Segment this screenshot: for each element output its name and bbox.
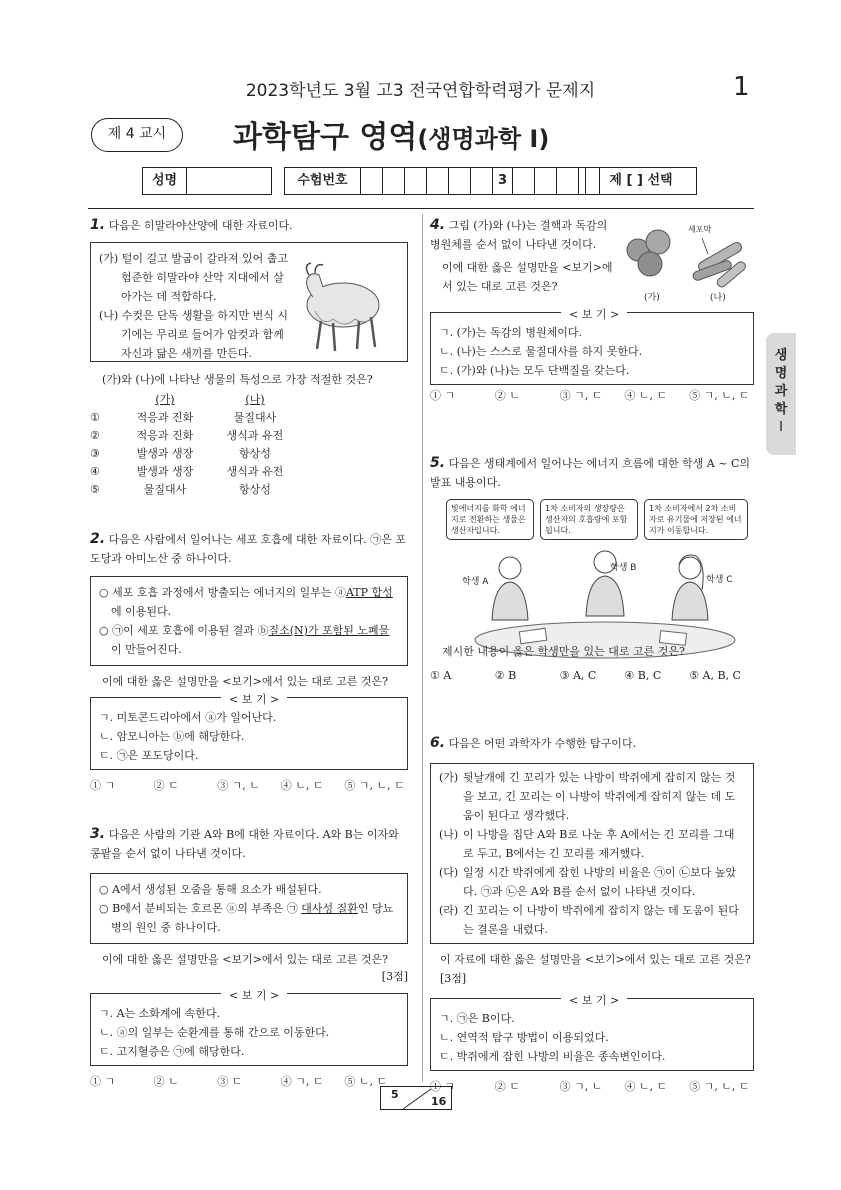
speech-bubble-c: 1차 소비자에서 2차 소비자로 유기물에 저장된 에너지가 이동합니다. [644,499,748,540]
choice-4[interactable]: ④ ㄱ, ㄷ [280,1075,324,1088]
inquiry-step: (라) 긴 꼬리는 이 나방이 박쥐에게 잡히지 않는 데 도움이 된다는 결론을 내렸다. [439,904,739,936]
speech-bubble-a: 빛에너지를 화학 에너지로 전환하는 생물은 생산자입니다. [446,499,534,540]
choice-3[interactable]: ③ ㄱ, ㄴ [217,779,260,792]
bogi-item: ㄴ. ⓐ의 일부는 순환계를 통해 간으로 이동한다. [99,1026,330,1039]
question-1 [90,216,408,499]
figure-label-ga: (가) [644,293,660,303]
bogi-item: ㄱ. (가)는 독감의 병원체이다. [439,326,582,339]
box-item-2: ○ ㉠이 세포 호흡에 이용된 결과 ⓑ질소(N)가 포함된 노폐물이 만들어진다. [99,624,390,656]
bogi-item: ㄱ. A는 소화계에 속한다. [99,1007,221,1020]
choice-3[interactable]: ③ ㄱ, ㄴ [559,1080,603,1093]
choice-5[interactable]: ⑤ ㄱ, ㄴ, ㄷ [689,1080,750,1093]
side-tab-char: 생 [774,348,788,363]
bogi-item: ㄴ. 암모니아는 ⓑ에 해당한다. [99,730,245,743]
inquiry-step: (나) 이 나방을 집단 A와 B로 나눈 후 A에서는 긴 꼬리를 그대로 두고, B에서는 긴 꼬리를 제거했다. [439,828,735,860]
bogi-label: < 보 기 > [561,305,627,324]
page-counter [380,1086,452,1110]
side-tab-char: 학 [774,402,788,417]
choice-5[interactable]: ⑤ ㄱ, ㄴ, ㄷ [689,389,750,402]
cell-membrane-label: 세포막 [688,225,712,234]
bogi-box [430,994,754,1071]
question-number: 3. [90,826,106,842]
name-row [142,167,272,195]
answer-choices [430,1077,754,1096]
choice-2[interactable]: ② ㄷ [494,1080,520,1093]
data-box [90,576,408,666]
question-stem: 다음은 사람의 기관 A와 B에 대한 자료이다. A와 B는 이자와 콩팥을 순서 없이 나타낸 것이다. [90,828,399,860]
question-number: 6. [430,735,446,751]
exam-number-box[interactable] [360,167,382,195]
option-row[interactable]: ② 적응과 진화 생식과 유전 [90,429,284,442]
name-label: 성명 [142,167,186,195]
exam-number-box[interactable] [404,167,426,195]
bogi-box [90,989,408,1066]
box-item-1: ○ 세포 호흡 과정에서 방출되는 에너지의 일부는 ⓐATP 합성에 이용된다. [99,586,393,618]
question-prompt: (가)와 (나)에 나타난 생물의 특성으로 가장 적절한 것은? [102,373,373,386]
choice-5[interactable]: ⑤ A, B, C [689,669,741,682]
choice-1[interactable]: ① ㄱ [90,1075,116,1088]
question-prompt: 이에 대한 옳은 설명만을 <보기>에서 있는 대로 고른 것은? [442,261,613,293]
current-page: 5 [391,1088,399,1101]
figure-label-na: (나) [710,293,726,303]
bogi-box [430,308,754,385]
answer-choices [90,776,408,795]
question-number: 1. [90,217,106,233]
inquiry-box [430,763,754,944]
bogi-label: < 보 기 > [221,690,287,709]
exam-number-box[interactable] [426,167,448,195]
column-na: (나) [245,393,265,406]
choice-1[interactable]: ① ㄱ [430,389,456,402]
bogi-item: ㄷ. 고지혈증은 ㉠에 해당한다. [99,1045,245,1058]
exam-number-box[interactable] [470,167,492,195]
question-5 [430,454,754,682]
choice-1[interactable]: ① ㄱ [90,779,116,792]
question-stem: 다음은 히말라야산양에 대한 자료이다. [108,219,293,232]
option-row[interactable]: ⑤ 물질대사 항상성 [90,483,271,496]
bogi-item: ㄷ. 박쥐에게 잡힌 나방의 비율은 종속변인이다. [439,1050,666,1063]
points: [3점] [440,972,467,985]
option-list [90,409,408,499]
student-b-label: 학생 B [610,563,637,573]
answer-choices [90,1072,408,1091]
exam-number-box[interactable] [556,167,578,195]
data-box [90,242,408,362]
option-row[interactable]: ① 적응과 진화 물질대사 [90,411,277,424]
answer-choices [430,386,754,405]
choice-4[interactable]: ④ ㄴ, ㄷ [624,389,668,402]
inquiry-step: (가) 뒷날개에 긴 꼬리가 있는 나방이 박쥐에게 잡히지 않는 것을 보고, 긴 꼬리는 이 나방이 박쥐에게 잡히지 않는 데 도움이 된다고 생각했다. [439,771,736,822]
subject-main: 과학탐구 영역 [233,120,418,155]
exam-number-label: 수험번호 [284,167,360,195]
bogi-item: ㄱ. ㉠은 B이다. [439,1012,515,1025]
choice-4[interactable]: ④ ㄴ, ㄷ [280,779,324,792]
data-box [90,873,408,944]
question-prompt: 제시한 내용이 옳은 학생만을 있는 대로 고른 것은? [442,645,685,658]
column-ga: (가) [155,393,175,406]
bogi-item: ㄷ. ㉠은 포도당이다. [99,749,199,762]
exam-number-box[interactable] [448,167,470,195]
points: [3점] [381,970,408,983]
selection-label: 제 [ ] 선택 [585,167,697,195]
choice-2[interactable]: ② ㄴ [494,389,520,402]
exam-title: 2023학년도 3월 고3 전국연합학력평가 문제지 [245,81,596,101]
subject-title [233,112,549,156]
student-c-label: 학생 C [706,575,733,585]
choice-1[interactable]: ① ㄱ [430,1080,456,1093]
choice-3[interactable]: ③ ㄱ, ㄷ [559,389,603,402]
option-row[interactable]: ④ 발생과 생장 생식과 유전 [90,465,284,478]
question-3 [90,825,408,1091]
period-badge: 제 4 교시 [91,118,183,152]
speech-bubble-b: 1차 소비자의 생장량은 생산자의 호흡량에 포함됩니다. [540,499,638,540]
question-prompt: 이에 대한 옳은 설명만을 <보기>에서 있는 대로 고른 것은? [102,953,389,966]
item-na: (나) 수컷은 단독 생활을 하지만 번식 시기에는 무리로 들어가 암컷과 함께 자신과 닮은 새끼를 만든다. [99,309,288,360]
question-6 [430,734,754,1096]
item-ga: (가) 털이 길고 발굽이 갈라져 있어 춥고 험준한 히말라야 산악 지대에서 살아가는 데 적합하다. [99,252,288,303]
exam-number-box[interactable] [512,167,534,195]
side-tab-char: 과 [774,384,788,399]
name-field[interactable] [186,167,272,195]
column-divider [422,214,423,1082]
question-stem: 그림 (가)와 (나)는 결핵과 독감의 병원체를 순서 없이 나타낸 것이다. [430,219,608,251]
bogi-label: < 보 기 > [561,991,627,1010]
choice-2[interactable]: ② ㄷ [153,779,179,792]
bogi-item: ㄷ. (가)와 (나)는 모두 단백질을 갖는다. [439,364,630,377]
choice-3[interactable]: ③ ㄷ [217,1075,243,1088]
exam-number-dash: 3 [492,167,512,195]
choice-5[interactable]: ⑤ ㄱ, ㄴ, ㄷ [344,779,405,792]
question-stem: 다음은 생태계에서 일어나는 에너지 흐름에 대한 학생 A ~ C의 발표 내용이다. [430,457,751,489]
question-2 [90,530,408,795]
question-number: 2. [90,531,106,547]
answer-choices [430,666,754,685]
option-row[interactable]: ③ 발생과 생장 항상성 [90,447,271,460]
box-item-1: ○ A에서 생성된 오줌을 통해 요소가 배설된다. [99,883,322,896]
question-prompt: 이에 대한 옳은 설명만을 <보기>에서 있는 대로 고른 것은? [102,675,389,688]
inquiry-step: (다) 일정 시간 박쥐에게 잡힌 나방의 비율은 ㉠이 ㉡보다 높았다. ㉠과 ㉡은 A와 B를 순서 없이 나타낸 것이다. [439,866,737,898]
bogi-label: < 보 기 > [221,986,287,1005]
choice-3[interactable]: ③ A, C [559,669,597,682]
question-number: 5. [430,455,446,471]
header-rule [88,208,754,209]
choice-5[interactable]: ⑤ ㄴ, ㄷ [344,1075,388,1088]
question-stem: 다음은 사람에서 일어나는 세포 호흡에 대한 자료이다. ㉠은 포도당과 아미노산 중 하나이다. [90,533,407,565]
mountain-goat-illustration [293,257,399,357]
side-tab-char: 명 [774,366,788,381]
question-stem: 다음은 어떤 과학자가 수행한 탐구이다. [448,737,637,750]
choice-1[interactable]: ① A [430,669,452,682]
choice-2[interactable]: ② ㄴ [153,1075,179,1088]
subject-side-tab [766,333,796,455]
question-4 [430,216,754,402]
student-a-label: 학생 A [462,577,489,587]
bogi-item: ㄴ. (나)는 스스로 물질대사를 하지 못한다. [439,345,643,358]
question-prompt: 이 자료에 대한 옳은 설명만을 <보기>에서 있는 대로 고른 것은? [3점] [440,953,751,985]
choice-2[interactable]: ② B [494,669,517,682]
side-tab-char: Ⅰ [779,420,783,435]
total-pages: 16 [431,1095,447,1108]
bogi-box [90,693,408,770]
exam-number-box[interactable] [382,167,404,195]
pathogen-figure [624,220,752,304]
question-number: 4. [430,217,446,233]
exam-number-row [284,167,600,195]
box-item-2: ○ B에서 분비되는 호르몬 ⓐ의 부족은 ㉠ 대사성 질환인 당뇨병의 원인 중 하나이다. [99,902,394,934]
subject-sub: (생명과학 Ⅰ) [417,125,550,153]
option-header [90,391,408,409]
bogi-item: ㄴ. 연역적 탐구 방법이 이용되었다. [439,1031,609,1044]
choice-4[interactable]: ④ ㄴ, ㄷ [624,1080,668,1093]
selection-row [585,167,697,195]
page-number: 1 [733,72,750,102]
exam-number-box[interactable] [534,167,556,195]
bogi-item: ㄱ. 미토콘드리아에서 ⓐ가 일어난다. [99,711,277,724]
choice-4[interactable]: ④ B, C [624,669,662,682]
